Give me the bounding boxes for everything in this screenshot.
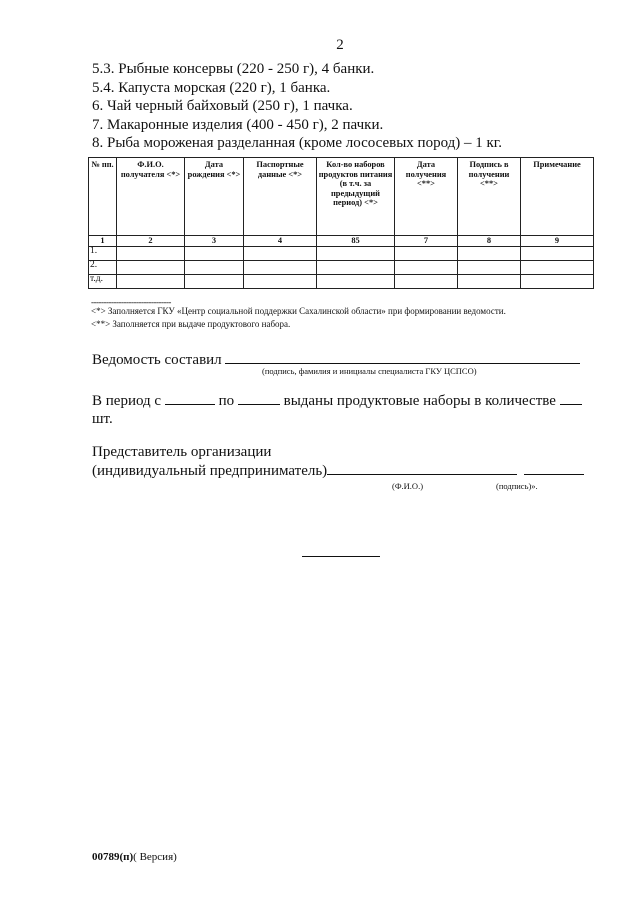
table-cell (244, 275, 317, 289)
table-cell (244, 261, 317, 275)
table-row (89, 275, 594, 289)
column-number: 1 (89, 236, 117, 247)
header-passport: Паспортные данные <*> (244, 158, 317, 236)
table-cell (185, 261, 244, 275)
table-row (89, 261, 594, 275)
compiled-by-signature-caption: (подпись, фамилия и инициалы специалиста ГКУ ЦСПСО) (262, 366, 477, 376)
period-from-label: В период с (92, 393, 162, 409)
header-receipt-date: Дата получения <**> (395, 158, 458, 236)
column-number: 2 (117, 236, 185, 247)
table-cell (317, 261, 395, 275)
table-cell (521, 275, 594, 289)
table-cell (458, 275, 521, 289)
page-number: 2 (336, 37, 344, 53)
period-from-blank (165, 391, 215, 405)
table-cell (117, 275, 185, 289)
column-number: 4 (244, 236, 317, 247)
table-cell (185, 247, 244, 261)
column-number: 9 (521, 236, 594, 247)
period-issued-label: выданы продуктовые наборы в количестве (283, 393, 556, 409)
column-number: 7 (395, 236, 458, 247)
header-note: Примечание (521, 158, 594, 236)
distribution-table (88, 157, 594, 289)
header-birth-date: Дата рождения <*> (185, 158, 244, 236)
document-code-number: 00789(п) (92, 851, 134, 863)
table-row (89, 247, 594, 261)
quantity-unit: шт. (92, 411, 113, 427)
table-cell (521, 247, 594, 261)
compiled-by-signature-line (225, 350, 580, 364)
list-item: 5.4. Капуста морская (220 г), 1 банка. (92, 79, 331, 96)
row-label: 2. (89, 261, 117, 275)
representative-signature-caption: (подпись)». (496, 481, 538, 491)
footnote-1: <*> Заполняется ГКУ «Центр социальной поддержки Сахалинской области» при формировании ведомости. (91, 306, 506, 316)
list-item: 6. Чай черный байховый (250 г), 1 пачка. (92, 98, 353, 114)
list-item: 5.3. Рыбные консервы (220 - 250 г), 4 банки. (92, 61, 375, 77)
footnote-2: <**> Заполняется при выдаче продуктового набора. (91, 319, 291, 329)
entrepreneur-label: (индивидуальный предприниматель) (92, 463, 328, 479)
row-label: 1. (89, 247, 117, 261)
list-item: 7. Макаронные изделия (400 - 450 г), 2 пачки. (92, 116, 384, 133)
representative-label: Представитель организации (92, 444, 272, 460)
column-number: 3 (185, 236, 244, 247)
column-numbers-row (89, 236, 594, 247)
compiled-by-label: Ведомость составил (92, 352, 222, 368)
period-to-label: по (218, 393, 235, 409)
table-cell (185, 275, 244, 289)
list-item: 8. Рыба мороженая разделанная (кроме лососевых пород) – 1 кг. (92, 135, 503, 151)
table-cell (458, 247, 521, 261)
end-divider (302, 556, 380, 557)
row-label: т.д. (89, 275, 117, 289)
header-fio: Ф.И.О. получателя <*> (117, 158, 185, 236)
table-cell (458, 261, 521, 275)
column-number: 8 (458, 236, 521, 247)
table-cell (395, 261, 458, 275)
document-code (92, 851, 177, 863)
header-number: № пп. (89, 158, 117, 236)
table-cell (317, 247, 395, 261)
table-header-row (89, 158, 594, 236)
table-cell (117, 261, 185, 275)
document-version: ( Версия) (133, 851, 177, 863)
table-cell (117, 247, 185, 261)
table-cell (395, 275, 458, 289)
product-list (92, 60, 612, 153)
table-cell (317, 275, 395, 289)
representative-signature-line (524, 461, 584, 475)
header-sets-count: Кол-во наборов продуктов питания (в т.ч. за предыдущий период) <*> (317, 158, 395, 236)
table-cell (395, 247, 458, 261)
quantity-blank (560, 391, 582, 405)
header-signature: Подпись в получении <**> (458, 158, 521, 236)
column-number: 85 (317, 236, 395, 247)
table-cell (521, 261, 594, 275)
table-cell (244, 247, 317, 261)
representative-line (92, 461, 584, 480)
representative-fio-line (327, 461, 517, 475)
period-line (92, 391, 582, 410)
representative-fio-caption: (Ф.И.О.) (392, 481, 424, 491)
period-to-blank (238, 391, 280, 405)
footnote-separator: -------------------------------- (91, 297, 171, 307)
